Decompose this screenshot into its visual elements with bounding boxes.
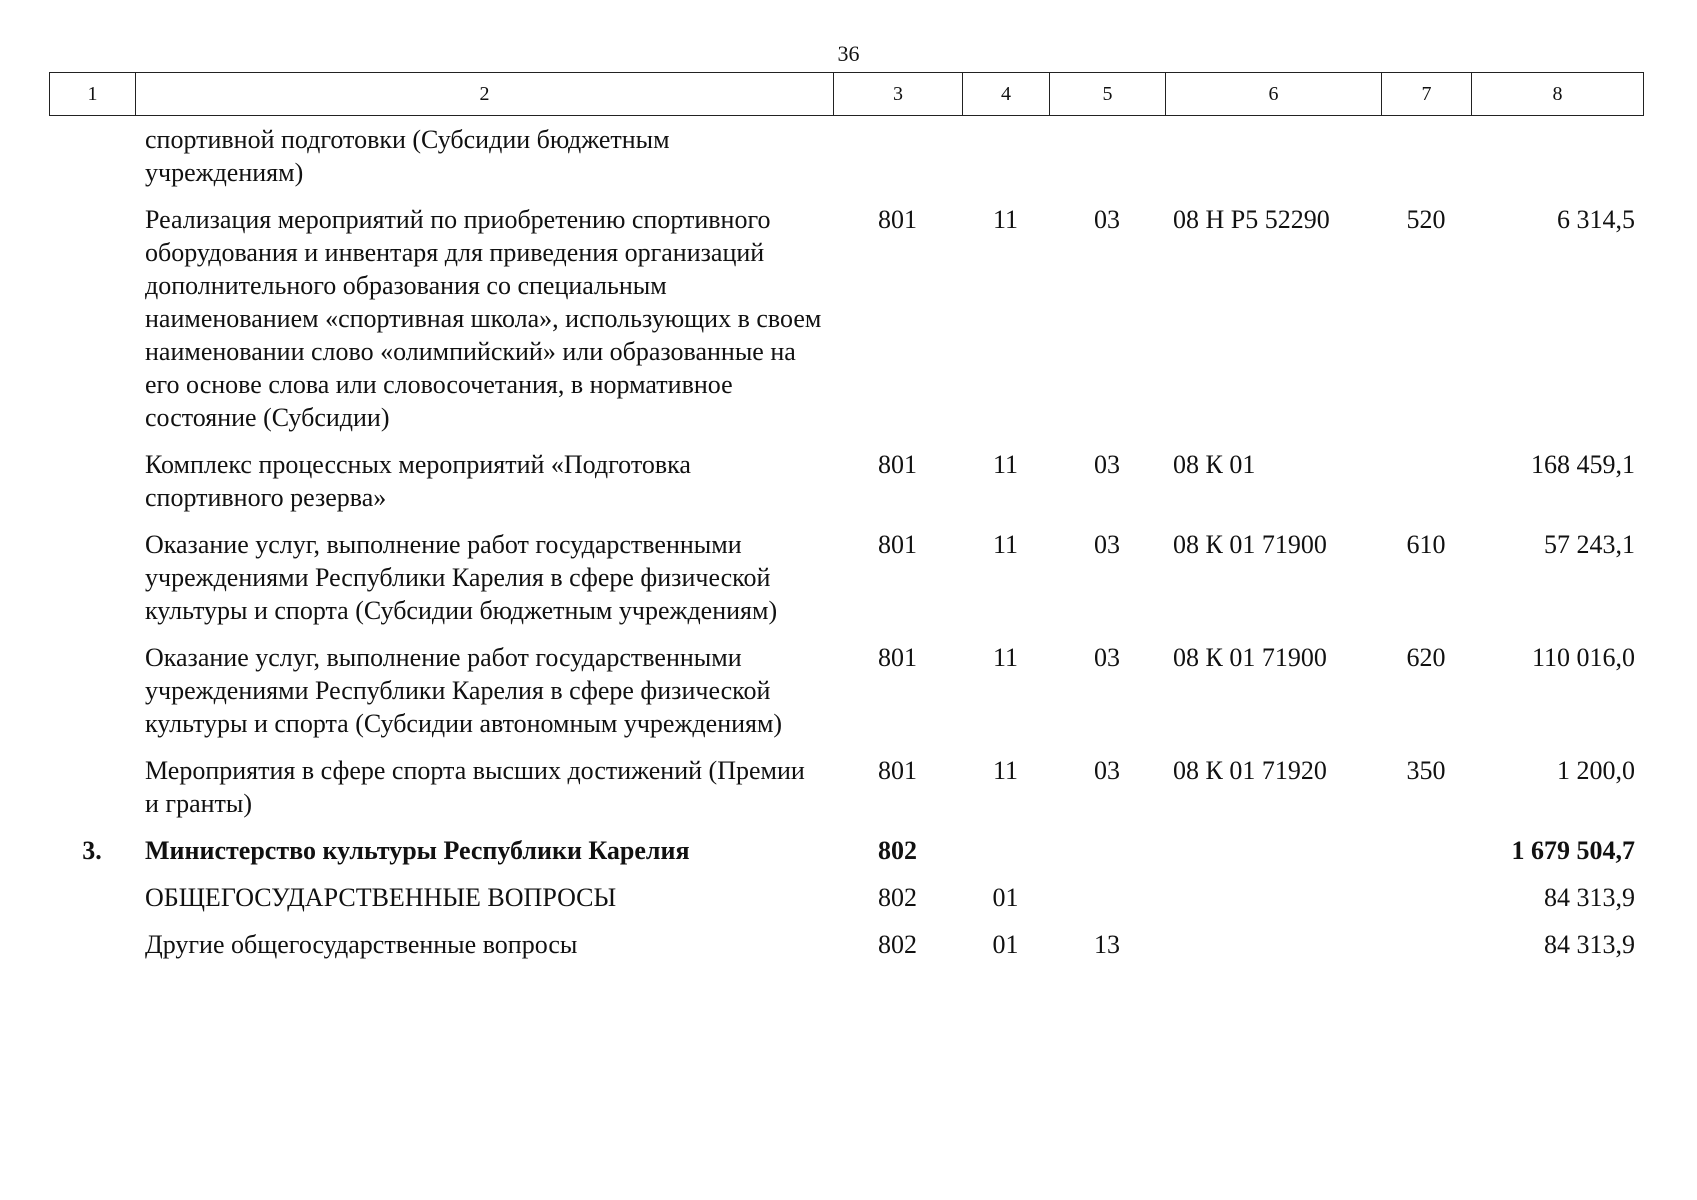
cell-c4: 11 <box>992 643 1019 672</box>
cell-c4: 11 <box>992 205 1019 234</box>
table-row <box>49 834 1643 881</box>
table-row <box>49 203 1643 448</box>
cell-num <box>49 123 135 203</box>
cell-c5: 03 <box>1094 450 1120 479</box>
header-row <box>50 73 1644 116</box>
cell-num <box>49 754 135 834</box>
cell-num: 3. <box>82 836 102 865</box>
cell-desc: спортивной подготовки (Субсидии бюджетным учреждениям) <box>145 125 670 187</box>
cell-c8: 84 313,9 <box>1544 883 1635 912</box>
budget-table <box>49 123 1643 975</box>
cell-c5: 03 <box>1094 756 1120 785</box>
cell-c3: 801 <box>878 450 917 479</box>
cell-c8 <box>1471 123 1643 203</box>
cell-c3: 802 <box>878 930 917 959</box>
cell-c6 <box>1165 834 1381 881</box>
cell-c7: 520 <box>1406 205 1446 234</box>
cell-desc: Министерство культуры Республики Карелия <box>145 836 690 865</box>
cell-num <box>49 928 135 975</box>
cell-c7 <box>1381 834 1471 881</box>
cell-c3: 801 <box>878 205 917 234</box>
table-header <box>49 72 1644 116</box>
header-cell-7: 7 <box>1382 73 1472 116</box>
cell-c4: 11 <box>992 450 1019 479</box>
header-cell-6: 6 <box>1166 73 1382 116</box>
cell-num <box>49 641 135 754</box>
table-row <box>49 881 1643 928</box>
cell-c6: 08 К 01 <box>1173 450 1256 479</box>
cell-c7 <box>1381 928 1471 975</box>
header-cell-3: 3 <box>834 73 963 116</box>
cell-c3: 802 <box>878 836 917 865</box>
header-cell-8: 8 <box>1472 73 1644 116</box>
table-row <box>49 754 1643 834</box>
cell-c3: 801 <box>878 756 917 785</box>
cell-c7 <box>1381 881 1471 928</box>
cell-c5: 13 <box>1094 930 1120 959</box>
cell-c7: 610 <box>1406 530 1446 559</box>
cell-c5: 03 <box>1094 530 1120 559</box>
cell-c3: 801 <box>878 530 917 559</box>
cell-c6 <box>1165 123 1381 203</box>
cell-desc: Оказание услуг, выполнение работ государственными учреждениями Республики Карелия в сфере физической культуры и спорта (Субсидии автономным учреждениям) <box>145 643 783 738</box>
header-cell-1: 1 <box>50 73 136 116</box>
cell-c6 <box>1165 928 1381 975</box>
cell-c6 <box>1165 881 1381 928</box>
cell-c4: 01 <box>992 930 1019 959</box>
cell-desc: Оказание услуг, выполнение работ государственными учреждениями Республики Карелия в сфере физической культуры и спорта (Субсидии бюджетным учреждениям) <box>145 530 778 625</box>
cell-c4: 01 <box>992 883 1019 912</box>
table-row <box>49 928 1643 975</box>
cell-num <box>49 203 135 448</box>
cell-c8: 6 314,5 <box>1557 205 1635 234</box>
cell-desc: Реализация мероприятий по приобретению спортивного оборудования и инвентаря для приведения организаций дополнительного образования со специальным наименованием «спортивная школа», использующих в своем наименовании слово «олимпийский» или образованные на его основе слова или словосочетания, в нормативное состояние (Субсидии) <box>145 205 822 432</box>
cell-c6: 08 К 01 71900 <box>1173 643 1327 672</box>
cell-c6: 08 Н Р5 52290 <box>1173 205 1330 234</box>
cell-c5 <box>1049 834 1165 881</box>
cell-c4: 11 <box>992 530 1019 559</box>
header-cell-2: 2 <box>136 73 834 116</box>
cell-desc: Мероприятия в сфере спорта высших достижений (Премии и гранты) <box>145 756 805 818</box>
table-row <box>49 528 1643 641</box>
table-row <box>49 641 1643 754</box>
cell-c7 <box>1381 123 1471 203</box>
header-cell-5: 5 <box>1050 73 1166 116</box>
cell-c7 <box>1381 448 1471 528</box>
cell-num <box>49 448 135 528</box>
cell-c8: 57 243,1 <box>1544 530 1635 559</box>
cell-c4: 11 <box>992 756 1019 785</box>
cell-c4 <box>962 834 1049 881</box>
cell-c4 <box>962 123 1049 203</box>
cell-c7: 620 <box>1406 643 1446 672</box>
cell-c8: 110 016,0 <box>1531 643 1635 672</box>
page-number: 36 <box>837 41 860 66</box>
cell-c5 <box>1049 881 1165 928</box>
cell-c3: 801 <box>878 643 917 672</box>
table-row <box>49 448 1643 528</box>
cell-c5: 03 <box>1094 643 1120 672</box>
cell-c6: 08 К 01 71920 <box>1173 756 1327 785</box>
cell-c8: 84 313,9 <box>1544 930 1635 959</box>
cell-c5 <box>1049 123 1165 203</box>
cell-num <box>49 881 135 928</box>
cell-c8: 1 200,0 <box>1557 756 1635 785</box>
cell-c8: 168 459,1 <box>1531 450 1635 479</box>
cell-c7: 350 <box>1406 756 1446 785</box>
header-cell-4: 4 <box>963 73 1050 116</box>
cell-desc: Комплекс процессных мероприятий «Подготовка спортивного резерва» <box>145 450 691 512</box>
cell-c3 <box>833 123 962 203</box>
cell-c6: 08 К 01 71900 <box>1173 530 1327 559</box>
cell-num <box>49 528 135 641</box>
cell-c3: 802 <box>878 883 917 912</box>
cell-c8: 1 679 504,7 <box>1511 836 1635 865</box>
table-row <box>49 123 1643 203</box>
cell-desc: Другие общегосударственные вопросы <box>145 930 578 959</box>
cell-c5: 03 <box>1094 205 1120 234</box>
cell-desc: ОБЩЕГОСУДАРСТВЕННЫЕ ВОПРОСЫ <box>145 883 617 912</box>
